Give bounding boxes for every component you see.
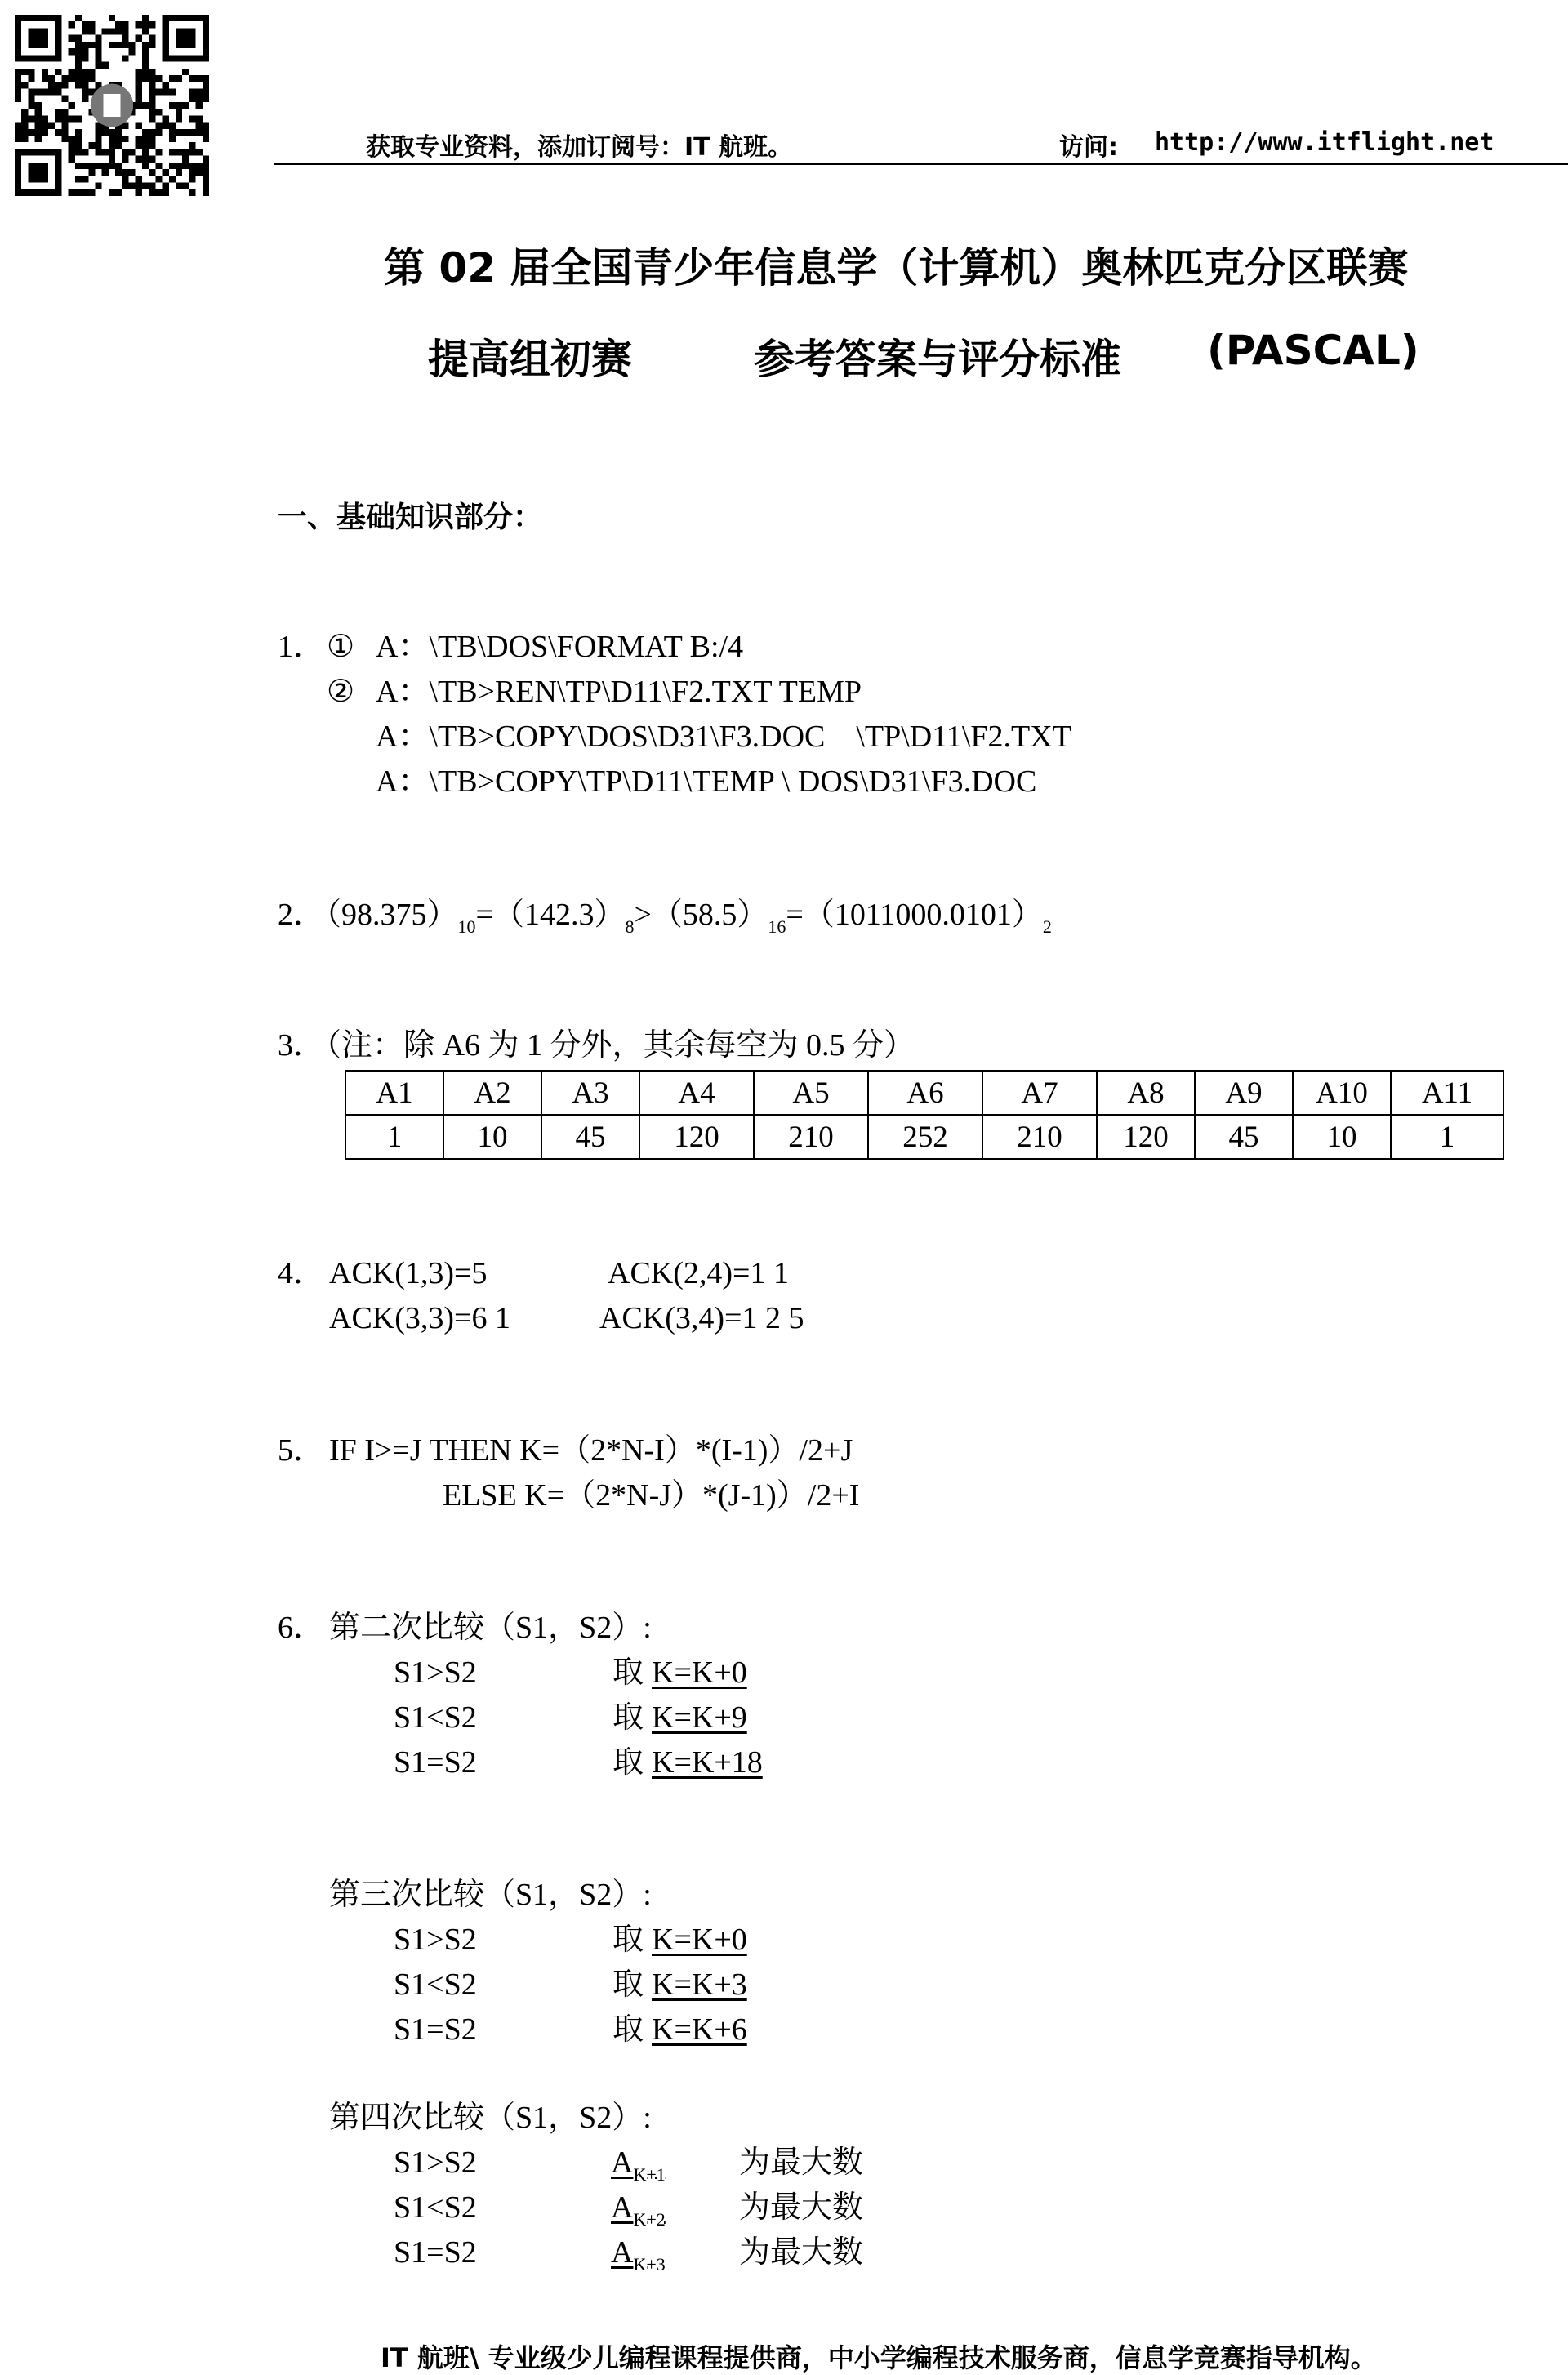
- comparison-condition: S1=S2: [394, 2012, 477, 2047]
- question-2-expression: $(98.375)_{10}=(142.3)_8>(58.5)_{16}=(1011000.0101)_2$: [310, 898, 1052, 937]
- comparison-take-label: 取: [612, 1700, 644, 1735]
- table-header-cell: A3: [541, 1071, 639, 1115]
- fourth-comparison-heading: 第四次比较（S1，S2）:: [329, 2101, 652, 2135]
- table-cell: 45: [1195, 1115, 1293, 1159]
- comparison-result: K=K+9: [652, 1700, 747, 1735]
- max-element-label: $A_{K+2}$: [611, 2190, 666, 2230]
- question-4-ack-3-4: ACK(3,4)=1 2 5: [599, 1301, 804, 1335]
- table-cell: 210: [982, 1115, 1097, 1159]
- table-cell: 120: [1097, 1115, 1195, 1159]
- comparison-take-label: 取: [612, 2012, 644, 2047]
- question-3-note: （注：除 A6 为 1 分外，其余每空为 0.5 分）: [310, 1028, 915, 1063]
- table-header-cell: A11: [1391, 1071, 1503, 1115]
- table-header-row: [345, 1071, 1503, 1115]
- section-heading: 一、基础知识部分：: [278, 501, 543, 534]
- question-1-number: 1．: [278, 630, 325, 664]
- page-title-line1: 第 02 届全国青少年信息学（计算机）奥林匹克分区联赛: [384, 244, 1409, 292]
- question-5-line-2: ELSE K=（2*N-J）*(J-1)）/2+I: [443, 1478, 860, 1513]
- comparison-condition: S1<S2: [394, 2190, 477, 2225]
- comparison-condition: S1<S2: [394, 1700, 477, 1735]
- score-table: [345, 1070, 1504, 1160]
- page-title-group: 提高组初赛: [428, 336, 632, 383]
- question-6-number: 6．: [278, 1611, 325, 1645]
- table-cell: 210: [754, 1115, 868, 1159]
- max-element-label: $A_{K+1}$: [611, 2146, 666, 2185]
- table-cell: 1: [1391, 1115, 1503, 1159]
- page-title-answer-key: 参考答案与评分标准: [754, 336, 1121, 383]
- question-2-number: 2．: [278, 898, 325, 932]
- qr-code-image: [15, 15, 209, 196]
- table-cell: 10: [443, 1115, 541, 1159]
- question-1-line-3: A：\TB>COPY\DOS\D31\F3.DOC \TP\D11\F2.TXT: [376, 720, 1071, 754]
- max-element-suffix: 为最大数: [739, 2235, 864, 2270]
- comparison-take-label: 取: [612, 1967, 644, 2002]
- question-4-ack-3-3: ACK(3,3)=6 1: [329, 1301, 510, 1335]
- question-5-number: 5．: [278, 1433, 325, 1468]
- question-1-line-4: A：\TB>COPY\TP\D11\TEMP \ DOS\D31\F3.DOC: [376, 764, 1037, 799]
- table-header-cell: A4: [639, 1071, 754, 1115]
- second-comparison-heading: 第二次比较（S1，S2）:: [329, 1611, 652, 1645]
- question-1-line-1: A：\TB\DOS\FORMAT B:/4: [376, 630, 744, 664]
- comparison-result: K=K+0: [652, 1923, 747, 1957]
- comparison-result: K=K+3: [652, 1967, 747, 2002]
- comparison-condition: S1>S2: [394, 1923, 477, 1957]
- third-comparison-heading: 第三次比较（S1，S2）:: [329, 1878, 652, 1912]
- table-header-cell: A8: [1097, 1071, 1195, 1115]
- header-subscribe-text: 获取专业资料，添加订阅号：IT 航班。: [366, 133, 793, 162]
- comparison-take-label: 取: [612, 1923, 644, 1957]
- table-cell: 120: [639, 1115, 754, 1159]
- footer-text: IT 航班\ 专业级少儿编程课程提供商，中小学编程技术服务商，信息学竞赛指导机构。: [381, 2342, 1377, 2373]
- page-title-language: (PASCAL): [1207, 327, 1419, 374]
- table-header-cell: A1: [345, 1071, 443, 1115]
- comparison-condition: S1=S2: [394, 1745, 477, 1780]
- table-header-cell: A5: [754, 1071, 868, 1115]
- table-cell: 45: [541, 1115, 639, 1159]
- max-element-suffix: 为最大数: [739, 2190, 864, 2225]
- table-header-cell: A7: [982, 1071, 1097, 1115]
- max-element-suffix: 为最大数: [739, 2146, 864, 2180]
- table-cell: 1: [345, 1115, 443, 1159]
- table-header-cell: A6: [868, 1071, 982, 1115]
- question-1-line-2: A：\TB>REN\TP\D11\F2.TXT TEMP: [376, 675, 862, 709]
- table-header-cell: A2: [443, 1071, 541, 1115]
- header-url-link[interactable]: http://www.itflight.net: [1155, 128, 1494, 157]
- comparison-result: K=K+18: [652, 1745, 763, 1780]
- comparison-take-label: 取: [612, 1655, 644, 1690]
- comparison-result: K=K+6: [652, 2012, 747, 2047]
- header-visit-label: 访问:: [1059, 133, 1118, 162]
- comparison-condition: S1=S2: [394, 2235, 477, 2270]
- question-3-number: 3．: [278, 1028, 325, 1063]
- question-1-mark-1: ①: [327, 630, 355, 664]
- question-5-line-1: IF I>=J THEN K=（2*N-I）*(I-1)）/2+J: [329, 1433, 853, 1468]
- header-divider: [274, 163, 1568, 165]
- table-cell: 252: [868, 1115, 982, 1159]
- table-row: [345, 1115, 1503, 1159]
- comparison-take-label: 取: [612, 1745, 644, 1780]
- table-header-cell: A10: [1293, 1071, 1391, 1115]
- question-1-mark-2: ②: [327, 675, 355, 709]
- max-element-label: $A_{K+3}$: [611, 2235, 666, 2275]
- table-header-cell: A9: [1195, 1071, 1293, 1115]
- comparison-condition: S1>S2: [394, 2146, 477, 2180]
- comparison-condition: S1>S2: [394, 1655, 477, 1690]
- comparison-condition: S1<S2: [394, 1967, 477, 2002]
- question-4-ack-1-3: ACK(1,3)=5: [329, 1256, 488, 1290]
- question-4-ack-2-4: ACK(2,4)=1 1: [608, 1256, 789, 1290]
- question-4-number: 4．: [278, 1256, 325, 1290]
- table-cell: 10: [1293, 1115, 1391, 1159]
- comparison-result: K=K+0: [652, 1655, 747, 1690]
